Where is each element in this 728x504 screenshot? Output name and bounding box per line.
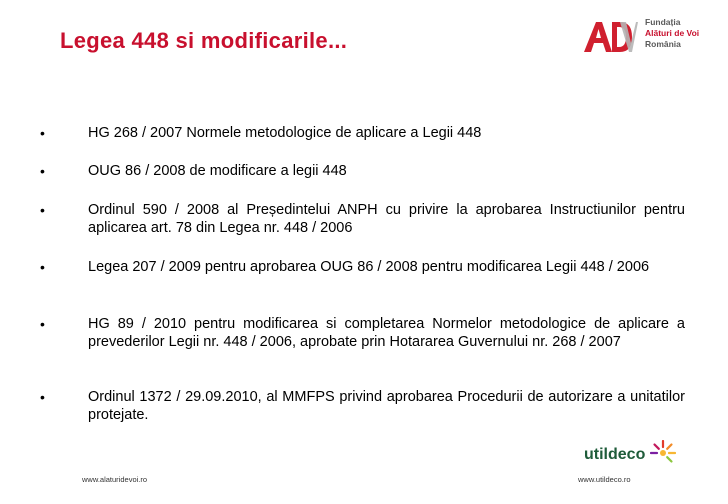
footer-url-alaturidevoi: www.alaturidevoi.ro xyxy=(82,475,148,484)
adv-logo-icon xyxy=(582,18,638,56)
adv-logo-text xyxy=(645,17,699,50)
bullet-symbol: • xyxy=(40,163,45,179)
utildeco-logo-text: utildeco xyxy=(584,446,646,463)
bullet-text: HG 268 / 2007 Normele metodologice de aplicare a Legii 448 xyxy=(88,125,482,141)
slide-title: Legea 448 si modificarile... xyxy=(60,28,348,53)
bullet-symbol: • xyxy=(40,389,45,405)
adv-foundation-logo xyxy=(582,14,722,60)
adv-logo-line1: Fundația xyxy=(645,17,681,27)
bullet-symbol: • xyxy=(40,316,45,332)
footer-url-utildeco: www.utildeco.ro xyxy=(578,475,631,484)
bullet-text: OUG 86 / 2008 de modificare a legii 448 xyxy=(88,163,347,179)
bullet-text: Ordinul 1372 / 29.09.2010, al MMFPS privind aprobarea Procedurii de autorizare a unitatilor protejate. xyxy=(88,389,685,423)
adv-logo-line2: Alături de Voi xyxy=(645,28,700,38)
bullet-text: HG 89 / 2010 pentru modificarea si completarea Normelor metodologice de aplicare a prevederilor Legii nr. 448 / 2006, aprobate prin Hotararea Guvernului nr. 268 / 2007 xyxy=(88,316,685,350)
sun-icon xyxy=(650,440,676,466)
bullet-text: Legea 207 / 2009 pentru aprobarea OUG 86 / 2008 pentru modificarea Legii 448 / 2006 xyxy=(88,259,650,275)
bullet-symbol: • xyxy=(40,125,45,141)
utildeco-logo xyxy=(584,440,694,474)
bullet-symbol: • xyxy=(40,259,45,275)
adv-logo-line3: România xyxy=(645,39,681,49)
bullet-symbol: • xyxy=(40,202,45,218)
bullet-text: Ordinul 590 / 2008 al Președintelui ANPH cu privire la aprobarea Instructiunilor pentru aplicarea art. 78 din Legea nr. 448 / 2006 xyxy=(88,202,685,236)
